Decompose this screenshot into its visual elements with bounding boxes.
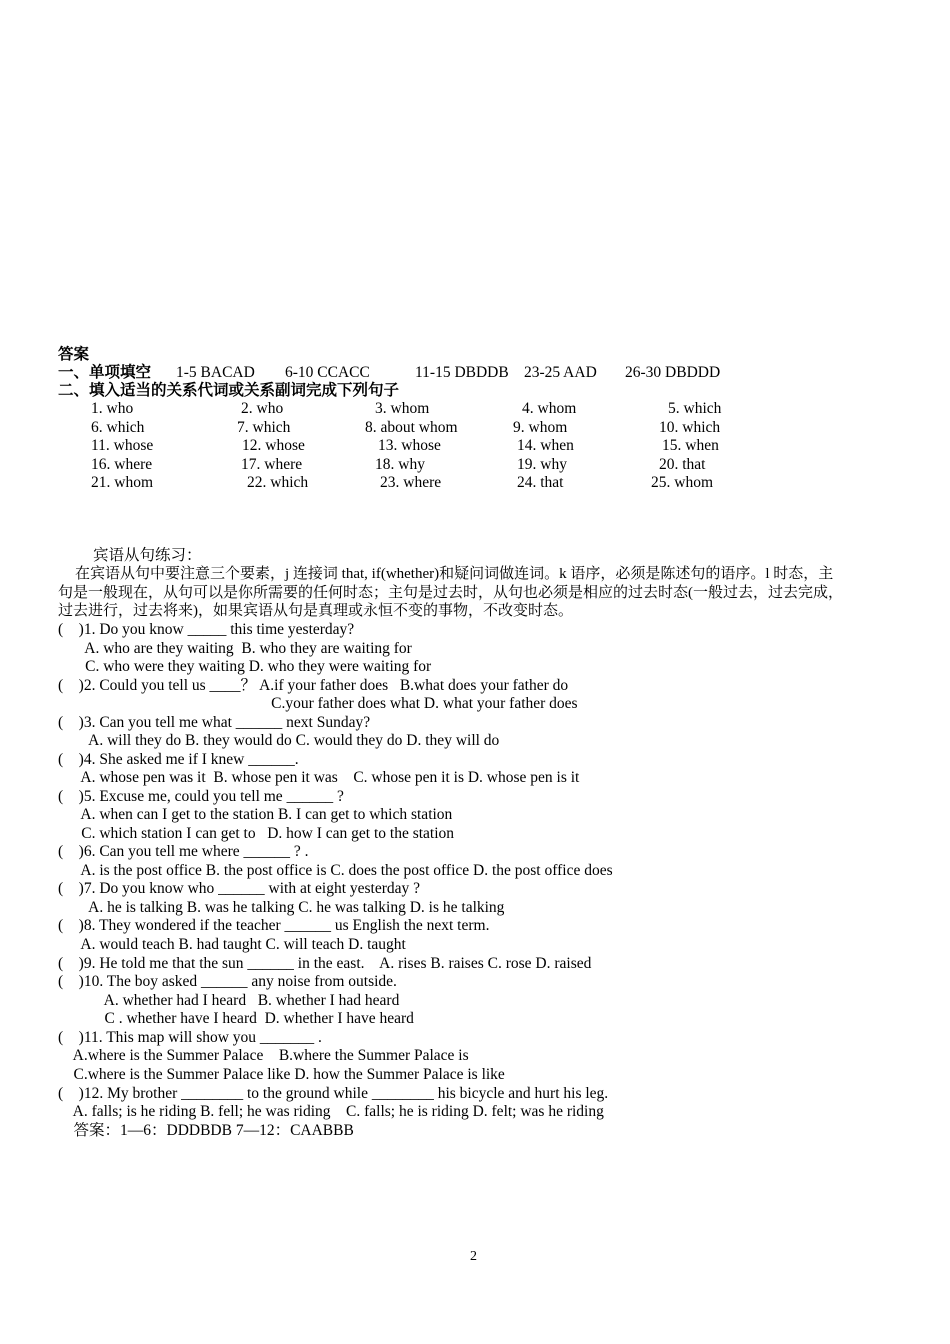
grid-cell: 13. whose — [378, 437, 441, 454]
grid-cell: 22. which — [247, 474, 309, 491]
page-number: 2 — [470, 1249, 477, 1264]
intro-paragraph-line: 句是一般现在，从句可以是你所需要的任何时态；主句是过去时，从句也必须是相应的过去时态(一般过去，过去完成， — [58, 585, 844, 601]
grid-cell: 23. where — [380, 474, 442, 491]
exercise-line: ( )9. He told me that the sun ______ in the east. A. rises B. raises C. rose D. raised — [58, 955, 592, 972]
grid-cell: 14. when — [517, 437, 574, 454]
exercise-line: C . whether have I heard D. whether I have heard — [58, 1010, 414, 1027]
grid-cell: 24. that — [517, 474, 564, 491]
grid-cell: 25. whom — [651, 474, 713, 491]
answers-heading: 答案 — [58, 346, 90, 363]
grid-cell: 2. who — [241, 400, 284, 417]
grid-cell: 16. where — [91, 456, 153, 473]
section2-label: 二、填入适当的关系代词或关系副词完成下列句子 — [58, 382, 400, 399]
exercise-line: ( )1. Do you know _____ this time yesterday? — [58, 621, 355, 638]
grid-cell: 4. whom — [522, 400, 577, 417]
exercise-line: ( )2. Could you tell us ____？ A.if your father does B.what does your father do — [58, 677, 569, 694]
grid-cell: 17. where — [241, 456, 303, 473]
answer-group: 6-10 CCACC — [285, 364, 370, 381]
exercise-line: C. which station I can get to D. how I can get to the station — [58, 825, 455, 842]
exercise-line: ( )7. Do you know who ______ with at eight yesterday ? — [58, 880, 421, 897]
grid-cell: 3. whom — [375, 400, 430, 417]
grid-cell: 21. whom — [91, 474, 153, 491]
exercise-line: ( )3. Can you tell me what ______ next Sunday? — [58, 714, 371, 731]
answer-group: 11-15 DBDDB — [415, 364, 509, 381]
exercise-line: A. he is talking B. was he talking C. he was talking D. is he talking — [58, 899, 505, 916]
intro-paragraph-line: 过去进行，过去将来)，如果宾语从句是真理或永恒不变的事物，不改变时态。 — [58, 603, 573, 619]
exercise-line: ( )8. They wondered if the teacher ______ us English the next term. — [58, 917, 490, 934]
answer-key-line: 答案：1—6：DDDBDB 7—12：CAABBB — [58, 1122, 354, 1139]
exercise-line: C.your father does what D. what your father does — [58, 695, 578, 712]
intro-paragraph-line: 在宾语从句中要注意三个要素，j 连接词 that, if(whether)和疑问词做连词。k 语序，必须是陈述句的语序。l 时态，主 — [75, 566, 834, 582]
grid-cell: 11. whose — [91, 437, 154, 454]
exercise-line: ( )12. My brother ________ to the ground while ________ his bicycle and hurt his leg. — [58, 1085, 609, 1102]
answer-group: 26-30 DBDDD — [625, 364, 721, 381]
grid-cell: 10. which — [659, 419, 721, 436]
exercise-line: A. is the post office B. the post office is C. does the post office D. the post office does — [58, 862, 613, 879]
exercise-line: A.where is the Summer Palace B.where the Summer Palace is — [58, 1047, 469, 1064]
grid-cell: 15. when — [662, 437, 719, 454]
grid-cell: 5. which — [668, 400, 722, 417]
grid-cell: 7. which — [237, 419, 291, 436]
answer-group: 1-5 BACAD — [176, 364, 255, 381]
exercise-line: ( )6. Can you tell me where ______ ? . — [58, 843, 309, 860]
grid-cell: 9. whom — [513, 419, 568, 436]
exercise-line: ( )5. Excuse me, could you tell me ______ ? — [58, 788, 344, 805]
exercise-line: C.where is the Summer Palace like D. how the Summer Palace is like — [58, 1066, 505, 1083]
exercise-line: A. whether had I heard B. whether I had heard — [58, 992, 400, 1009]
exercise-line: C. who were they waiting D. who they were waiting for — [58, 658, 432, 675]
grid-cell: 6. which — [91, 419, 145, 436]
exercise-line: A. when can I get to the station B. I can get to which station — [58, 806, 453, 823]
answer-group: 23-25 AAD — [524, 364, 597, 381]
section1-label: 一、单项填空 — [58, 364, 152, 381]
exercise-line: ( )10. The boy asked ______ any noise from outside. — [58, 973, 397, 990]
exercise-line: A. who are they waiting B. who they are waiting for — [58, 640, 412, 657]
grid-cell: 1. who — [91, 400, 134, 417]
exercise-line: A. falls; is he riding B. fell; he was riding C. falls; he is riding D. felt; was he riding — [58, 1103, 604, 1120]
exercise-line: A. will they do B. they would do C. would they do D. they will do — [58, 732, 500, 749]
exercise-line: A. whose pen was it B. whose pen it was C. whose pen it is D. whose pen is it — [58, 769, 580, 786]
grid-cell: 8. about whom — [365, 419, 458, 436]
exercise-line: A. would teach B. had taught C. will teach D. taught — [58, 936, 406, 953]
grid-cell: 20. that — [659, 456, 706, 473]
exercise-line: ( )11. This map will show you _______ . — [58, 1029, 322, 1046]
grid-cell: 18. why — [375, 456, 425, 473]
practice-title: 宾语从句练习： — [93, 547, 202, 564]
grid-cell: 19. why — [517, 456, 567, 473]
exercise-line: ( )4. She asked me if I knew ______. — [58, 751, 299, 768]
grid-cell: 12. whose — [242, 437, 305, 454]
